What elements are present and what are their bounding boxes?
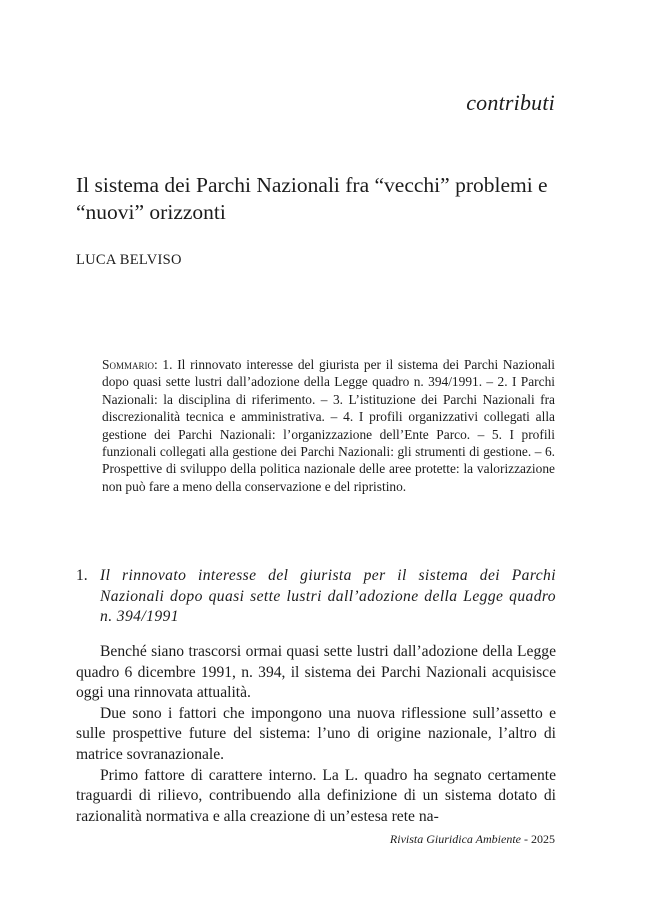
summary-label: Sommario: — [102, 357, 158, 372]
section-heading — [76, 566, 556, 628]
summary-abstract — [102, 356, 555, 495]
section-number: 1. — [76, 567, 88, 584]
paragraph: Primo fattore di carattere interno. La L. quadro ha segnato certamente traguardi di rilievo, contribuendo alla definizione di un sistema dotato di razionalità normativa e alla creazione di un’estesa rete na- — [76, 766, 556, 825]
article-title: Il sistema dei Parchi Nazionali fra “vecchi” problemi e “nuovi” orizzonti — [76, 173, 548, 224]
body-text — [76, 642, 556, 827]
page-footer — [390, 832, 555, 847]
footer-year: 2025 — [531, 832, 555, 846]
section-label: contributi — [466, 90, 555, 115]
paragraph: Benché siano trascorsi ormai quasi sette lustri dall’adozione della Legge quadro 6 dicembre 1991, n. 394, il sistema dei Parchi Nazionali acquisisce oggi una rinnovata attualità. — [76, 643, 556, 702]
paragraph: Due sono i fattori che impongono una nuova riflessione sull’assetto e sulle prospettive future del sistema: l’uno di origine nazionale, l’altro di matrice sovranazionale. — [76, 704, 556, 763]
author-name: LUCA BELVISO — [76, 252, 182, 268]
footer-separator: - — [521, 832, 531, 846]
journal-name: Rivista Giuridica Ambiente — [389, 832, 521, 846]
summary-text: 1. Il rinnovato interesse del giurista per il sistema dei Parchi Nazionali dopo quasi sette lustri dall’adozione della Legge quadro n. 394/1991. – 2. I Parchi Nazionali: la disciplina di riferimento. – 3. L’istituzione dei Parchi Nazionali fra discrezionalità tecnica e amministrativa. – 4. I profili organizzativi collegati alla gestione dei Parchi Nazionali: l’organizzazione dell’Ente Parco. – 5. I profili funzionali collegati alla gestione dei Parchi Nazionali: gli strumenti di gestione. – 6. Prospettive di sviluppo della politica nazionale delle aree protette: la valorizzazione non può fare a meno della conservazione e del ripristino. — [102, 357, 555, 494]
section-heading-text: Il rinnovato interesse del giurista per il sistema dei Parchi Nazionali dopo quasi sette lustri dall’adozione della Legge quadro n. 394/1991 — [100, 567, 556, 625]
